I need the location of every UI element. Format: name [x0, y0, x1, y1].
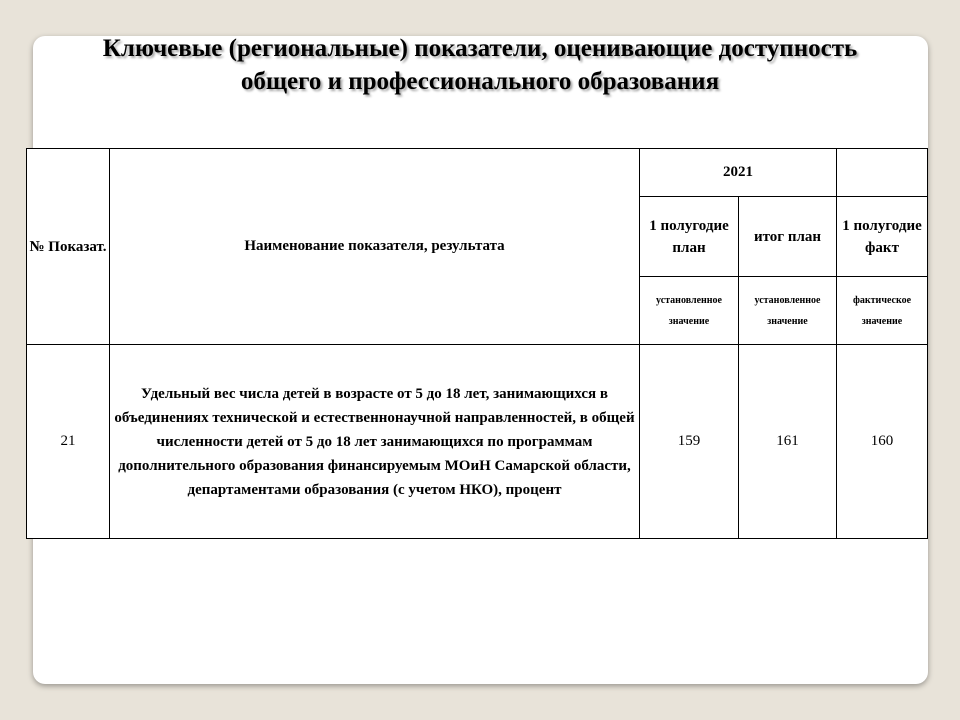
row-number: 21	[27, 345, 110, 539]
indicators-table	[26, 148, 928, 539]
header-number: № Показат.	[27, 149, 110, 345]
header-year-empty	[837, 149, 928, 197]
header-col-fact-half: 1 полугодие факт	[837, 197, 928, 277]
row-fact-half: 160	[837, 345, 928, 539]
table-row	[27, 345, 928, 539]
header-sub-plan-total: установленное значение	[739, 277, 837, 345]
header-row-year	[27, 149, 928, 197]
header-col-plan-half: 1 полугодие план	[640, 197, 739, 277]
header-year: 2021	[640, 149, 837, 197]
title-line-2: общего и профессионального образования	[240, 68, 720, 95]
header-sub-fact-half: фактическое значение	[837, 277, 928, 345]
header-sub-plan-half: установленное значение	[640, 277, 739, 345]
page-title	[0, 32, 960, 98]
header-col-plan-total: итог план	[739, 197, 837, 277]
row-description: Удельный вес числа детей в возрасте от 5 до 18 лет, занимающихся в объединениях технической и естественнонаучной направленностей, в общей численности детей от 5 до 18 лет занимающихся по программам дополнительного образования финансируемым МОиН Самарской области, департаментами образования (с учетом НКО), процент	[110, 345, 640, 539]
row-plan-total: 161	[739, 345, 837, 539]
title-line-1: Ключевые (региональные) показатели, оценивающие доступность	[102, 35, 858, 62]
header-name: Наименование показателя, результата	[110, 149, 640, 345]
row-plan-half: 159	[640, 345, 739, 539]
